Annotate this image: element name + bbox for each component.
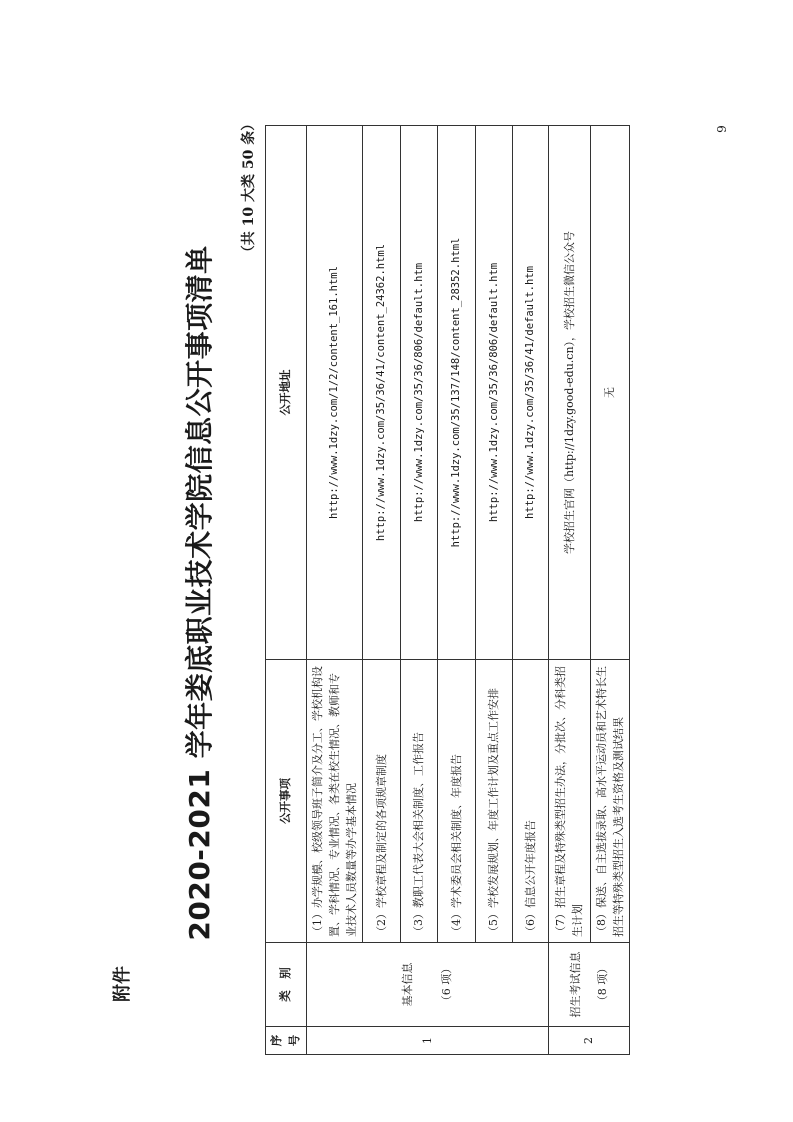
address-cell: http://www.1dzy.com/1/2/content_161.html bbox=[306, 126, 362, 660]
address-cell: http://www.1dzy.com/35/36/806/default.htm bbox=[400, 126, 437, 660]
table-row bbox=[437, 126, 475, 1055]
table-row bbox=[512, 126, 548, 1055]
item-cell: （4）学术委员会相关制度、年度报告 bbox=[437, 660, 475, 943]
item-cell: （6）信息公开年度报告 bbox=[512, 660, 548, 943]
item-cell: （1）办学规模、校级领导班子简介及分工、学校机构设置、学科情况、专业情况、各类在校生情况、教师和专业技术人员数量等办学基本情况 bbox=[306, 660, 362, 943]
disclosure-table bbox=[265, 125, 630, 1055]
item-cell: （8）保送、自主选拔录取、高水平运动员和艺术特长生招生等特殊类型招生入选考生资格及测试结果 bbox=[590, 660, 629, 943]
category-cell bbox=[548, 943, 629, 1027]
header-item: 公开事项 bbox=[266, 660, 307, 943]
attachment-label: 附件 bbox=[112, 966, 133, 1002]
page-title: 2020-2021 学年娄底职业技术学院信息公开事项清单 bbox=[183, 245, 216, 941]
table-row bbox=[306, 126, 362, 1055]
category-count: （8 项） bbox=[595, 962, 609, 1007]
address-cell: 无 bbox=[590, 126, 629, 660]
item-cell: （5）学校发展规划、年度工作计划及重点工作安排 bbox=[475, 660, 512, 943]
address-cell: http://www.1dzy.com/35/36/806/default.htm bbox=[475, 126, 512, 660]
address-cell: http://www.1dzy.com/35/36/41/default.htm bbox=[512, 126, 548, 660]
table-row bbox=[548, 126, 590, 1055]
table-row bbox=[590, 126, 629, 1055]
header-category: 类 别 bbox=[266, 943, 307, 1027]
row-number: 1 bbox=[306, 1027, 548, 1055]
category-count: （6 项） bbox=[440, 962, 454, 1007]
item-cell: （3）教职工代表大会相关制度、工作报告 bbox=[400, 660, 437, 943]
table-row bbox=[475, 126, 512, 1055]
address-cell: 学校招生官网（http://1dzy.good-edu.cn），学校招生微信公众号 bbox=[548, 126, 590, 660]
table-row bbox=[362, 126, 400, 1055]
table-row bbox=[400, 126, 437, 1055]
header-address: 公开地址 bbox=[266, 126, 307, 660]
category-label: 招生考试信息 bbox=[568, 951, 582, 1018]
category-label: 基本信息 bbox=[401, 962, 415, 1007]
row-number: 2 bbox=[548, 1027, 629, 1055]
header-no: 序号 bbox=[266, 1027, 307, 1055]
address-cell: http://www.1dzy.com/35/36/41/content_24362.html bbox=[362, 126, 400, 660]
page-number: 9 bbox=[714, 125, 729, 133]
item-cell: （7）招生章程及特殊类型招生办法，分批次、分科类招生计划 bbox=[548, 660, 590, 943]
item-count-note: （共 10 大类 50 条） bbox=[241, 116, 257, 260]
address-cell: http://www.1dzy.com/35/137/148/content_28352.html bbox=[437, 126, 475, 660]
item-cell: （2）学校章程及制定的各项规章制度 bbox=[362, 660, 400, 943]
table-header-row bbox=[266, 126, 307, 1055]
category-cell bbox=[306, 943, 548, 1027]
